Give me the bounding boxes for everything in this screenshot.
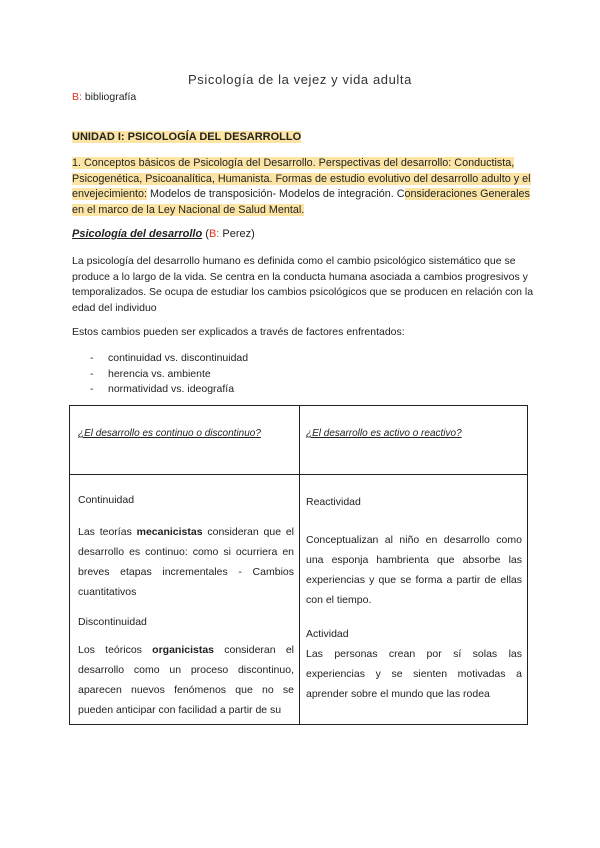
- factors-intro: Estos cambios pueden ser explicados a través de factores enfrentados:: [72, 326, 405, 338]
- column-header-activity: ¿El desarrollo es activo o reactivo?: [306, 428, 462, 439]
- concepts-highlight-1: 1. Conceptos básicos de Psicología del Desarrollo. Perspectivas del desarrollo: Conductista, Psicogenética, Psicoanalítica, Humanista. Formas de estudio evolutivo del desarrollo adulto y el envejecimiento:: [72, 157, 531, 200]
- concepts-highlight-2: onsideraciones Generales en el marco de la Ley Nacional de Salud Mental.: [72, 188, 530, 216]
- bibliography-label: bibliografía: [84, 91, 137, 103]
- bibliography-legend: [72, 91, 136, 103]
- column-header-continuity: ¿El desarrollo es continuo o discontinuo?: [78, 428, 261, 439]
- section-heading: [72, 228, 255, 240]
- activity-cell: [306, 492, 522, 704]
- definition-paragraph: La psicología del desarrollo humano es definida como el cambio psicológico sistemático que se produce a lo largo de la vida. Se centra en la conducta humana asociada a cambios progresivos y temporalizados. Se ocupa de estudiar los cambios psicológicos que se producen en relación con la edad del individuo: [72, 255, 534, 314]
- table-column-divider: [299, 406, 300, 724]
- activity-text: Las personas crean por sí solas las experiencias y se sienten motivadas a aprender sobre el mundo que las rodea: [306, 648, 522, 700]
- reactivity-title: Reactividad: [306, 496, 361, 508]
- reactivity-text: Conceptualizan al niño en desarrollo como una esponja hambrienta que absorbe las experiencias y que se forma a partir de ellas con el tiempo.: [306, 534, 522, 606]
- continuity-title: Continuidad: [78, 494, 135, 506]
- organicistas-term: organicistas: [152, 644, 215, 656]
- activity-title: Actividad: [306, 628, 349, 640]
- list-item: - herencia vs. ambiente: [86, 367, 248, 383]
- section-ref-marker: B:: [208, 228, 220, 240]
- list-item: - continuidad vs. discontinuidad: [86, 351, 248, 367]
- section-ref-author: Perez): [219, 228, 255, 240]
- document-title: Psicología de la vejez y vida adulta: [188, 72, 412, 87]
- continuity-text: Las teorías mecanicistas consideran que el desarrollo es continuo: como si ocurriera en breves etapas incrementales - Cambios cuantitativos: [78, 526, 294, 598]
- comparison-table: [69, 405, 528, 725]
- section-title: Psicología del desarrollo: [72, 228, 203, 240]
- discontinuity-text: Los teóricos organicistas consideran el desarrollo como un proceso discontinuo, aparecen nuevos fenómenos que no se pueden anticipar con facilidad a partir de su: [78, 644, 295, 716]
- mecanicistas-term: mecanicistas: [136, 526, 203, 538]
- unit-concepts: [72, 156, 532, 218]
- discontinuity-title: Discontinuidad: [78, 616, 147, 628]
- factors-list: [86, 351, 248, 398]
- unit-heading: [72, 131, 301, 143]
- bibliography-marker: B:: [72, 91, 82, 103]
- concepts-models: Modelos de transposición- Modelos de integración. C: [147, 188, 405, 200]
- list-item: - normatividad vs. ideografía: [86, 382, 248, 398]
- table-row-divider: [70, 474, 527, 475]
- section-open: (: [202, 228, 209, 240]
- continuity-cell: [78, 490, 294, 720]
- unit-heading-text: UNIDAD I: PSICOLOGÍA DEL DESARROLLO: [72, 131, 302, 143]
